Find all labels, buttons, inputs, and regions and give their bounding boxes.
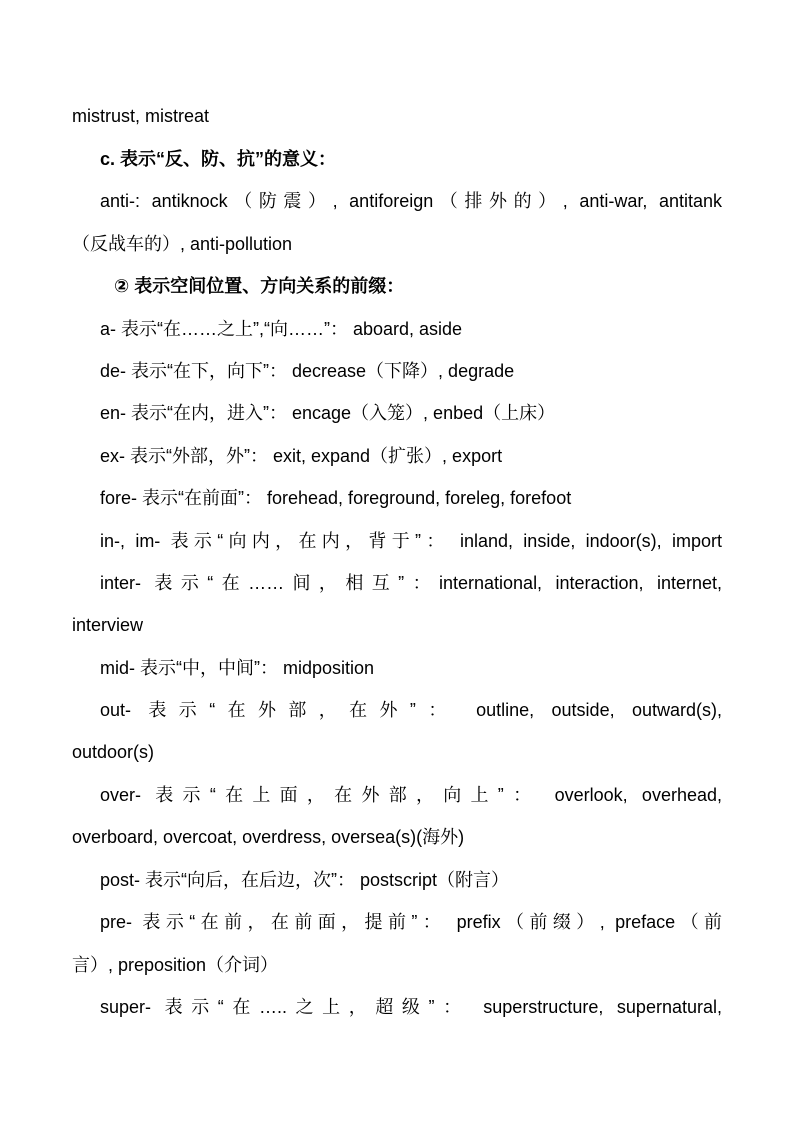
text-line: over- 表示“在上面，在外部，向上”： overlook, overhead,	[100, 785, 722, 805]
text-line: 言）, preposition（介词）	[72, 955, 279, 975]
text-line: overboard, overcoat, overdress, oversea(s)(海外)	[72, 827, 465, 847]
text-line: out- 表示“在外部，在外”： outline, outside, outward(s),	[100, 700, 722, 720]
text-line: fore- 表示“在前面”： forehead, foreground, foreleg, forefoot	[100, 488, 572, 508]
text-line: de- 表示“在下，向下”： decrease（下降）, degrade	[100, 361, 515, 381]
section-heading: c. 表示“反、防、抗”的意义：	[100, 149, 337, 169]
text-line: outdoor(s)	[72, 742, 155, 762]
text-line: a- 表示“在……之上”,“向……”： aboard, aside	[100, 319, 463, 339]
text-line: inter- 表示“在……间，相互”：international, interaction, internet,	[100, 573, 722, 593]
text-line: anti-: antiknock（防震）, antiforeign（排外的）, anti-war, antitank	[100, 191, 722, 211]
text-line: （反战车的）, anti-pollution	[72, 234, 293, 254]
text-line: mid- 表示“中，中间”： midposition	[100, 658, 375, 678]
text-line: en- 表示“在内，进入”： encage（入笼）, enbed（上床）	[100, 403, 556, 423]
text-line: in-, im- 表示“向内，在内，背于”： inland, inside, indoor(s), import	[100, 531, 722, 551]
text-line: post- 表示“向后，在后边，次”： postscript（附言）	[100, 870, 510, 890]
section-heading: ② 表示空间位置、方向关系的前缀：	[114, 276, 405, 296]
text-line: super- 表示“在…..之上，超级”： superstructure, supernatural,	[100, 997, 722, 1017]
text-line: ex- 表示“外部，外”： exit, expand（扩张）, export	[100, 446, 503, 466]
text-line: pre- 表示“在前，在前面，提前”： prefix（前缀）, preface（前	[100, 912, 722, 932]
text-line: interview	[72, 615, 144, 635]
text-line: mistrust, mistreat	[72, 106, 210, 126]
